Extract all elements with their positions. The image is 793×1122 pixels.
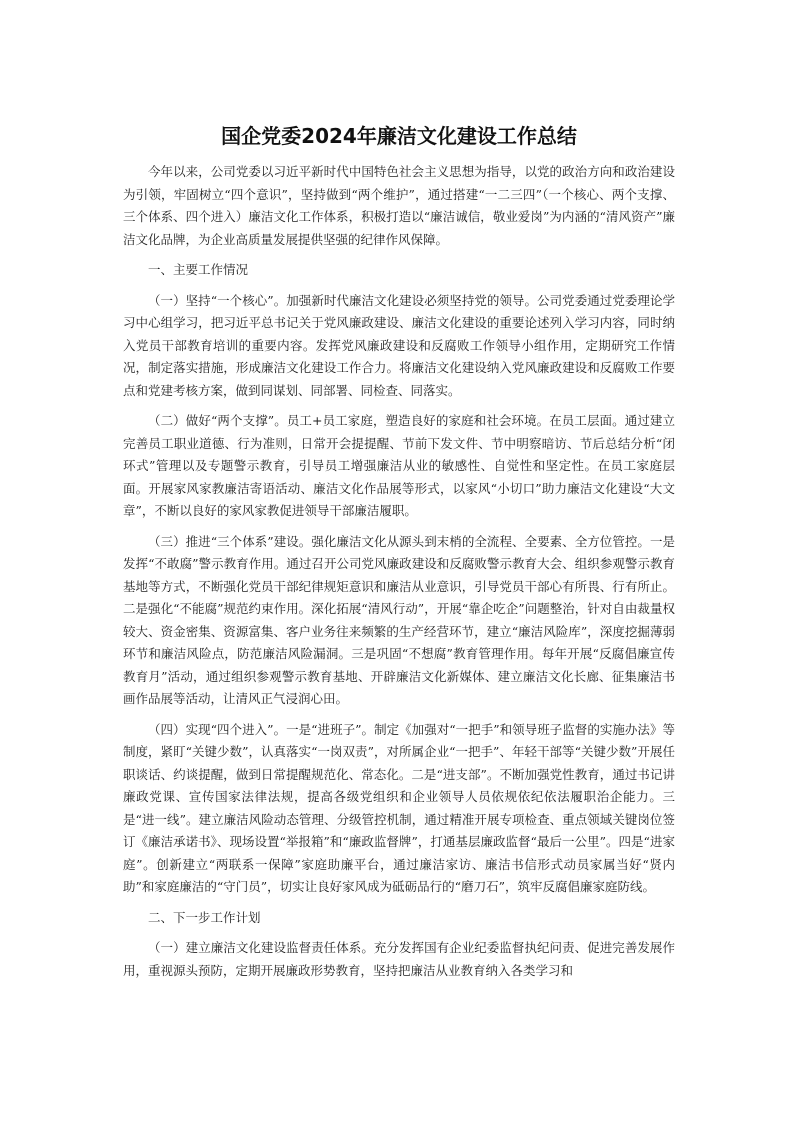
section-heading-main-work: 一、主要工作情况	[148, 262, 249, 277]
paragraph-plan-one: （一）建立廉洁文化建设监督责任体系。充分发挥国有企业纪委监督执纪问责、促进完善发展作用，重视源头预防，定期开展廉政形势教育，坚持把廉洁从业教育纳入各类学习和	[123, 940, 675, 978]
document-title: 国企党委2024年廉洁文化建设工作总结	[221, 124, 577, 148]
paragraph-four-entries: （四）实现“四个进入”。一是“进班子”。制定《加强对“一把手”和领导班子监督的实施办法》等制度，紧盯“关键少数”，认真落实“一岗双责”，对所属企业“一把手”、年轻干部等“关键少数”开展任职谈话、约谈提醒，做到日常提醒规范化、常态化。二是“进支部”。不断加强党性教育，通过书记讲廉政党课、宣传国家法律法规，提高各级党组织和企业领导人员依规依纪依法履职治企能力。三是“进一线”。建立廉洁风险动态管理、分级管控机制，通过精准开展专项检查、重点领域关键岗位签订《廉洁承诺书》、现场设置“举报箱”和“廉政监督牌”，打通基层廉政监督“最后一公里”。四是“进家庭”。创新建立“两联系一保障”家庭助廉平台，通过廉洁家访、廉洁书信形式动员家属当好“贤内助”和家庭廉洁的“守门员”，切实让良好家风成为砥砺品行的“磨刀石”，筑牢反腐倡廉家庭防线。	[123, 721, 675, 894]
section-heading-next-plan: 二、下一步工作计划	[148, 909, 261, 925]
paragraph-one-core: （一）坚持“一个核心”。加强新时代廉洁文化建设必须坚持党的领导。公司党委通过党委理论学习中心组学习，把习近平总书记关于党风廉政建设、廉洁文化建设的重要论述列入学习内容，同时纳入党员干部教育培训的重要内容。发挥党风廉政建设和反腐败工作领导小组作用，定期研究工作情况，制定落实措施，形成廉洁文化建设工作合力。将廉洁文化建设纳入党风廉政建设和反腐败工作要点和党建考核方案，做到同谋划、同部署、同检查、同落实。	[123, 292, 675, 398]
intro-paragraph: 今年以来，公司党委以习近平新时代中国特色社会主义思想为指导，以党的政治方向和政治建设为引领，牢固树立“四个意识”，坚持做到“两个维护”，通过搭建“一二三四”（一个核心、两个支撑、三个体系、四个进入）廉洁文化工作体系，积极打造以“廉洁诚信，敬业爱岗”为内涵的“清风资产”廉洁文化品牌，为企业高质量发展提供坚强的纪律作风保障。	[123, 164, 675, 247]
paragraph-two-supports: （二）做好“两个支撑”。员工+员工家庭，塑造良好的家庭和社会环境。在员工层面。通过建立完善员工职业道德、行为准则，日常开会提提醒、节前下发文件、节中明察暗访、节后总结分析“闭环式”管理以及专题警示教育，引导员工增强廉洁从业的敏感性、自觉性和坚定性。在员工家庭层面。开展家风家教廉洁寄语活动、廉洁文化作品展等形式，以家风“小切口”助力廉洁文化建设“大文章”，不断以良好的家风家教促进领导干部廉洁履职。	[123, 413, 675, 518]
document-body	[123, 161, 675, 982]
paragraph-three-systems: （三）推进“三个体系”建设。强化廉洁文化从源头到末梢的全流程、全要素、全方位管控。一是发挥“不敢腐”警示教育作用。通过召开公司党风廉政建设和反腐败警示教育大会、组织参观警示教育基地等方式，不断强化党员干部纪律规矩意识和廉洁从业意识，引导党员干部心有所畏、行有所止。二是强化“不能腐”规范约束作用。深化拓展“清风行动”，开展“靠企吃企”问题整治，针对自由裁量权较大、资金密集、资源富集、客户业务往来频繁的生产经营环节，建立“廉洁风险库”，深度挖掘薄弱环节和廉洁风险点，防范廉洁风险漏洞。三是巩固“不想腐”教育管理作用。每年开展“反腐倡廉宣传教育月”活动，通过组织参观警示教育基地、开辟廉洁文化新媒体、建立廉洁文化长廊、征集廉洁书画作品展等活动，让清风正气浸润心田。	[123, 533, 675, 706]
